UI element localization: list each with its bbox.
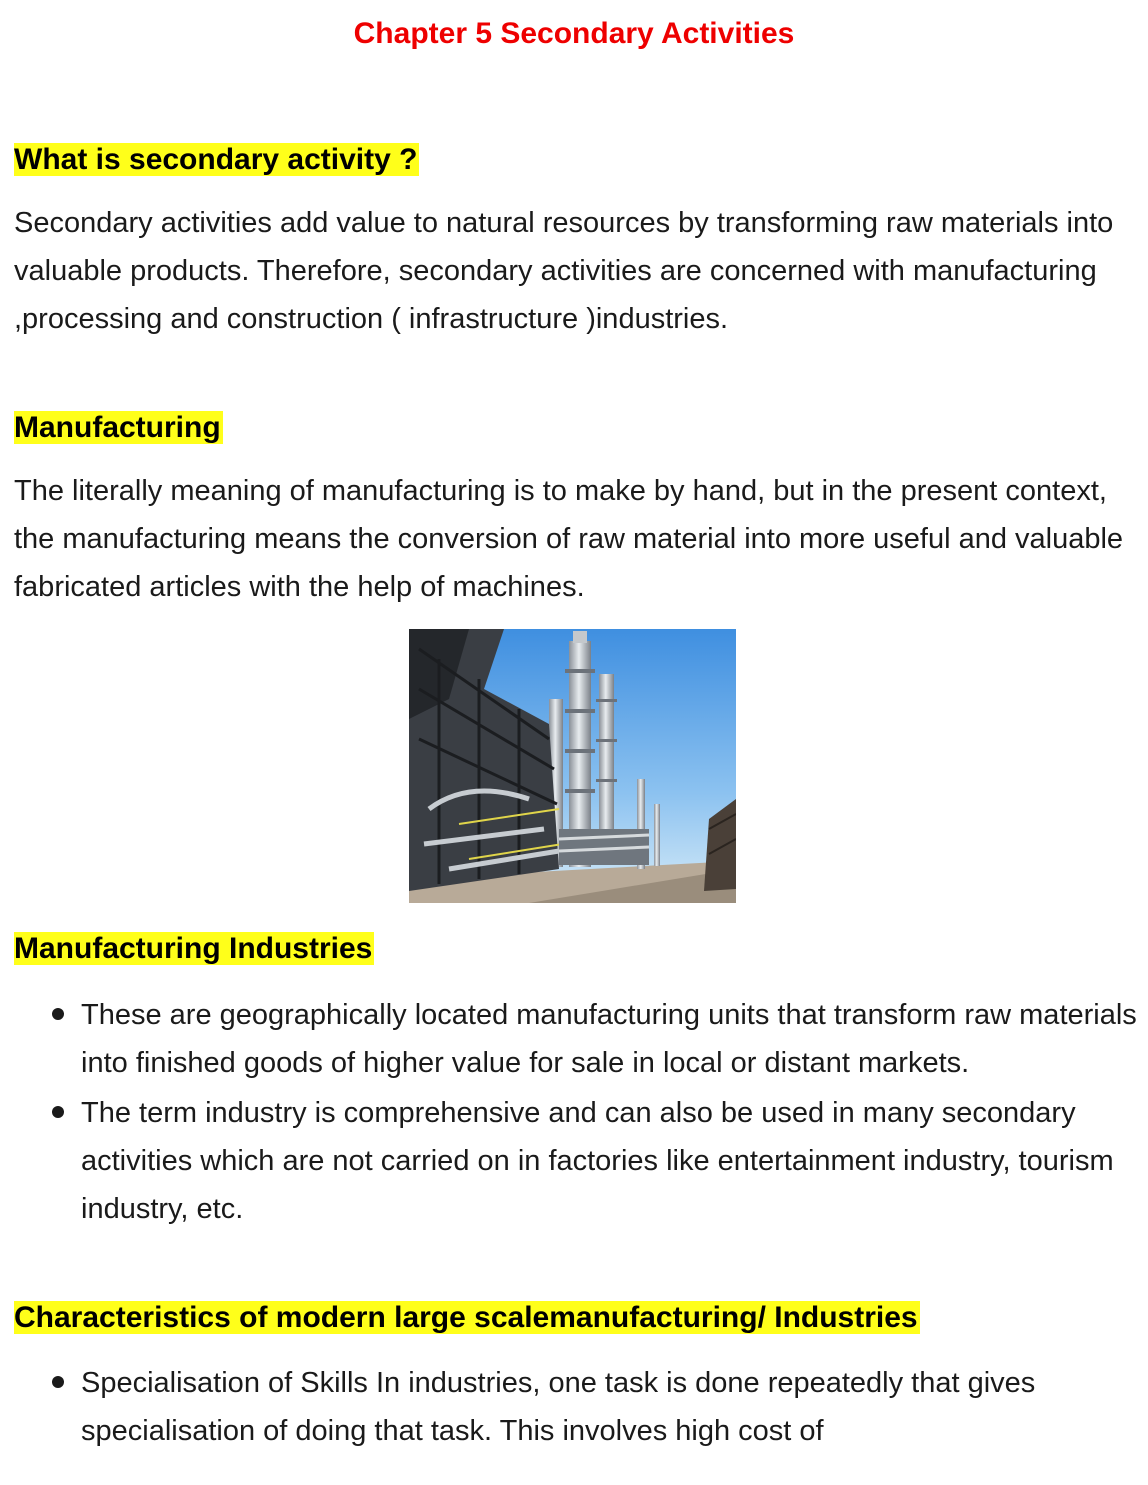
heading-highlight: Manufacturing Industries xyxy=(14,932,373,965)
list-item-text: Specialisation of Skills In industries, one task is done repeatedly that gives specialisation of doing that task. This involves high cost of xyxy=(81,1367,1036,1447)
heading-what-is-secondary-activity xyxy=(14,139,419,181)
heading-manufacturing-industries xyxy=(14,928,374,970)
list-item xyxy=(14,991,1138,1087)
bullet-icon xyxy=(52,1008,64,1020)
chapter-title: Chapter 5 Secondary Activities xyxy=(353,17,795,50)
list-item-text: These are geographically located manufacturing units that transform raw materials into finished goods of higher value for sale in local or distant markets. xyxy=(81,999,1137,1079)
heading-highlight: Characteristics of modern large scalemanufacturing/ Industries xyxy=(14,1301,918,1334)
list-item xyxy=(14,1359,1138,1455)
paragraph-manufacturing: The literally meaning of manufacturing is to make by hand, but in the present context, the manufacturing means the conversion of raw material into more useful and valuable fabricated articles with the help of machines. xyxy=(14,475,1124,603)
bullet-icon xyxy=(52,1376,64,1388)
factory-refinery-image xyxy=(409,629,736,903)
paragraph-secondary-activity: Secondary activities add value to natural resources by transforming raw materials into valuable products. Therefore, secondary activities are concerned with manufacturing ,processing and construction ( infrastructure )industries. xyxy=(14,207,1114,335)
characteristics-list xyxy=(14,1359,1138,1455)
list-item xyxy=(14,1089,1138,1233)
manufacturing-industries-list xyxy=(14,991,1138,1233)
heading-highlight: Manufacturing xyxy=(14,411,221,444)
list-item-text: The term industry is comprehensive and can also be used in many secondary activities which are not carried on in factories like entertainment industry, tourism industry, etc. xyxy=(81,1097,1114,1225)
heading-characteristics xyxy=(14,1297,920,1339)
heading-highlight: What is secondary activity ? xyxy=(14,143,418,176)
heading-manufacturing xyxy=(14,407,223,449)
bullet-icon xyxy=(52,1106,64,1118)
